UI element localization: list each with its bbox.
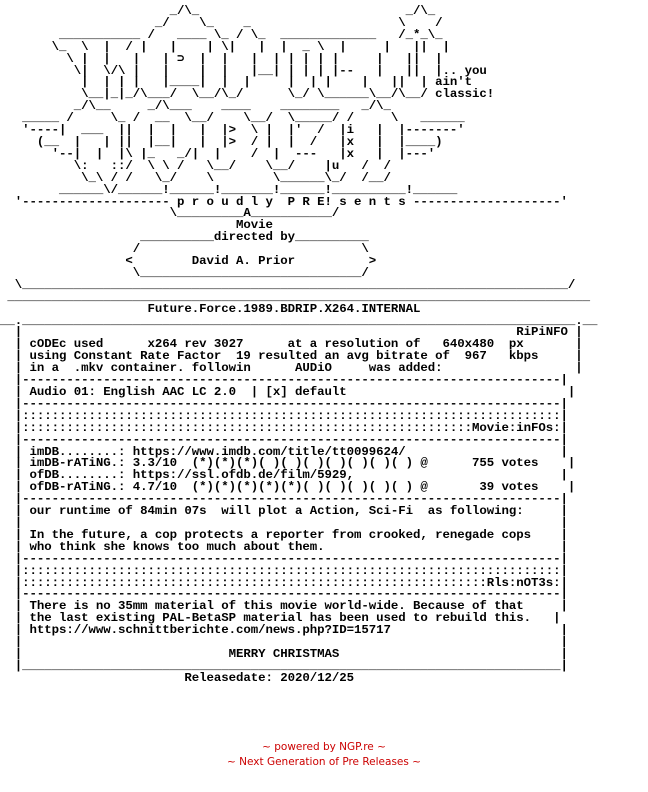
nfo-line: | ofDB-rATiNG.: 4.7/10 (*)(*)(*)(*)(*)( )( )( )( )( ) @ 39 votes | (0, 480, 576, 495)
nfo-line: \_\ / / \_/ \ \______\_/ /__/ (0, 170, 391, 185)
nfo-line: (__ | | || |__| | |> / | | / |x | |____) (0, 134, 443, 149)
nfo-line: '--| | |\ |_ _/| | / | --- |x | |---' (0, 146, 436, 161)
nfo-line: _/\__ _/\___ ____ ________ _/\_ (0, 99, 391, 114)
nfo-line: ___________ / ____ \_ / \_ _____________ /_*_\_ (0, 27, 443, 42)
nfo-line: | cODEc used x264 rev 3027 at a resolution of 640x480 px | (0, 337, 583, 352)
nfo-line: Releasedate: 2020/12/25 (0, 670, 355, 685)
nfo-line: | | (0, 515, 568, 530)
nfo-line: | | | | |____| | | | | | | || | ain't (0, 75, 473, 90)
nfo-line: | imDB........: https://www.imdb.com/title/tt0099624/ | (0, 444, 568, 459)
nfo-line: __________directed by__________ (0, 230, 369, 245)
nfo-footer (0, 740, 648, 770)
nfo-line: \__|_|_/\___/ \__/\_/ \_/ \______\__/\__/ classic! (0, 87, 495, 102)
nfo-line: | In the future, a cop protects a reporter from crooked, renegade cops | (0, 527, 568, 542)
nfo-line: _______________________________________________________________________________ (0, 289, 591, 304)
nfo-line: |-------------------------------------------------------------------------| (0, 587, 568, 602)
nfo-line: ______\/______!______!_______!______!__________!______ (0, 182, 458, 197)
nfo-line: | ofDB........: https://ssl.ofdb.de/film/5929, | (0, 468, 568, 483)
nfo-line: \__________________________________________________________________________/ (0, 277, 576, 292)
nfo-line: |-------------------------------------------------------------------------| (0, 373, 568, 388)
nfo-line: | There is no 35mm material of this movie world-wide. Because of that | (0, 599, 568, 614)
nfo-line: __.___________________________________________________________________________.__ (0, 313, 598, 328)
nfo-line: '----| ___ || | | | |> \ | |' / |i | |-------' (0, 123, 465, 138)
nfo-line: | Audio 01: English AAC LC 2.0 | [x] default | (0, 385, 576, 399)
nfo-line: \| \/\ | | | | |__| | | | |-- | || |.. you (0, 63, 487, 78)
nfo-line: |-------------------------------------------------------------------------| (0, 492, 568, 507)
nfo-line: |:::::::::::::::::::::::::::::::::::::::::::::::::::::::::::::::Rls:nOT3s:| (0, 575, 568, 590)
nfo-line: | our runtime of 84min 07s will plot a Action, Sci-Fi as following: | (0, 504, 568, 519)
nfo-line: |-------------------------------------------------------------------------| (0, 396, 568, 411)
nfo-line: | who think she knows too much about them. | (0, 539, 568, 554)
nfo-line: |:::::::::::::::::::::::::::::::::::::::::::::::::::::::::::::::::::::::::| (0, 408, 568, 423)
nfo-line: \_ \ | / | | | \| | | _ \ | | || | (0, 39, 450, 54)
nfo-line: \______________________________/ (0, 265, 369, 280)
nfo-line: |:::::::::::::::::::::::::::::::::::::::::::::::::::::::::::::Movie:inFOs:| (0, 420, 568, 435)
nfo-line: '-------------------- p r o u d l y P R E! s e n t s --------------------' (0, 194, 568, 209)
nfo-line: < David A. Prior > (0, 254, 377, 269)
nfo-line: |-------------------------------------------------------------------------| (0, 551, 568, 566)
nfo-line: | imDB-rATiNG.: 3.3/10 (*)(*)(*)( )( )( )( )( )( )( ) @ 755 votes | (0, 456, 576, 471)
nfo-ascii-text (0, 6, 648, 685)
nfo-line: _/\_ _/\_ (0, 4, 436, 18)
nfo-line: _____ / \_ / __ \__/ \__/ \_____/ / \ ______ (0, 111, 465, 126)
powered-by-line: ~ powered by NGP.re ~ (262, 741, 386, 753)
nfo-line: |:::::::::::::::::::::::::::::::::::::::::::::::::::::::::::::::::::::::::| (0, 563, 568, 578)
nfo-line: |-------------------------------------------------------------------------| (0, 432, 568, 447)
nfo-line: \_________A___________/ (0, 206, 340, 221)
nfo-line: | RiPiNFO | (0, 325, 583, 340)
nfo-line: | | (0, 635, 568, 650)
nfo-line: _/ \_ _ \ / (0, 15, 443, 30)
nfo-line: \ | | | | ⊃ | | | | | | | | | || | (0, 51, 443, 66)
next-generation-line: ~ Next Generation of Pre Releases ~ (227, 756, 421, 768)
nfo-line: | in a .mkv container. followin AUDiO was added: | (0, 361, 583, 376)
nfo-line: / \ (0, 242, 369, 257)
nfo-line: | https://www.schnittberichte.com/news.php?ID=15717 | (0, 623, 568, 638)
nfo-line: | MERRY CHRISTMAS | (0, 646, 568, 661)
nfo-line: | the last existing PAL-BetaSP material has been used to rebuild this. | (0, 611, 561, 626)
nfo-line: Future.Force.1989.BDRIP.X264.INTERNAL (0, 301, 421, 316)
nfo-line: |_________________________________________________________________________| (0, 658, 568, 673)
nfo-line: \: ::/ \ \ / \__/ \__/ |u / / (0, 158, 391, 173)
nfo-line: Movie (0, 218, 273, 233)
nfo-line: | using Constant Rate Factor 19 resulted an avg bitrate of 967 kbps | (0, 349, 583, 364)
